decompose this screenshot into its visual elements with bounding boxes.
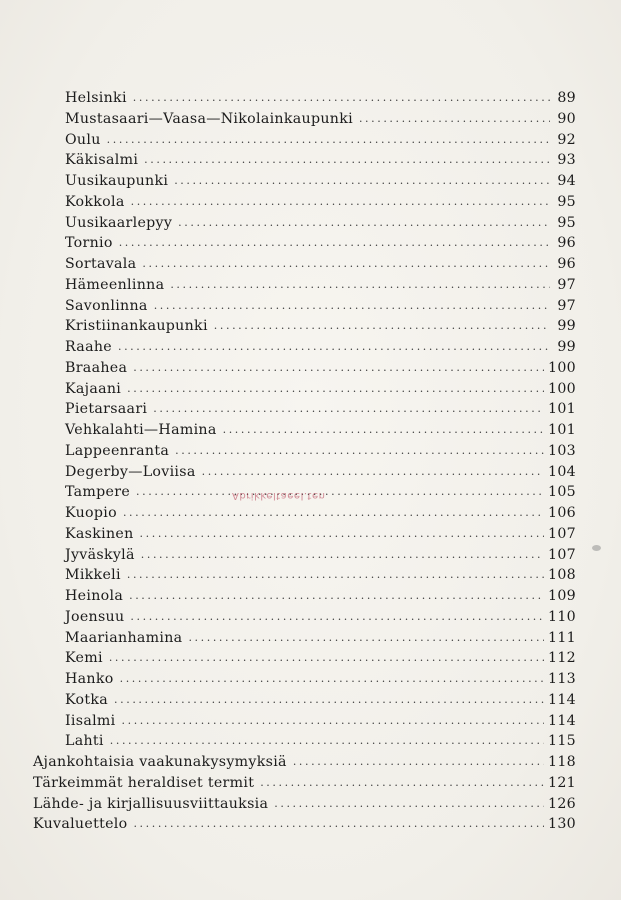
toc-entry	[65, 505, 576, 526]
toc-entry	[65, 401, 576, 422]
toc-entry	[65, 132, 576, 153]
toc-entry-title: Tornio	[65, 235, 113, 252]
toc-entry	[65, 464, 576, 485]
toc-entry-page: 100	[548, 380, 576, 397]
dot-leader	[274, 797, 544, 810]
toc-entry-page: 107	[548, 546, 576, 563]
toc-entry-title: Hanko	[65, 671, 114, 687]
toc-entry-title: Tampere	[65, 484, 131, 501]
toc-entry	[65, 111, 576, 132]
dot-leader	[130, 610, 544, 623]
toc-entry-title: Pietarsaari	[65, 401, 148, 418]
toc-entry-page: 100	[548, 359, 576, 376]
dot-leader	[131, 195, 550, 208]
toc-entry-title: Savonlinna	[65, 297, 148, 314]
toc-entry-page: 108	[548, 567, 576, 584]
toc-entry-page: 90	[557, 110, 576, 127]
dot-leader	[293, 755, 544, 768]
toc-entry-page: 97	[557, 297, 576, 314]
toc-entry	[65, 194, 576, 215]
toc-entry-title: Käkisalmi	[65, 152, 139, 169]
toc-entry	[65, 339, 576, 360]
toc-entry-page: 95	[557, 214, 576, 231]
toc-entry-title: Mikkeli	[65, 567, 121, 584]
toc-entry	[65, 692, 576, 713]
toc-entry-title: Kotka	[65, 691, 109, 708]
toc-entry	[65, 298, 576, 319]
dot-leader	[178, 216, 550, 229]
toc-entry-title: Kuopio	[65, 505, 117, 521]
toc-entry-page: 92	[557, 131, 576, 148]
toc-entry	[33, 775, 576, 796]
dot-leader	[153, 402, 544, 415]
toc-entry-page: 96	[557, 256, 576, 272]
toc-entry	[65, 567, 576, 588]
dot-leader	[133, 817, 544, 830]
toc-entry-page: 130	[548, 816, 576, 833]
toc-entry-page: 103	[548, 442, 576, 459]
toc-entry-title: Kokkola	[65, 193, 125, 210]
toc-entry-title: Lahti	[65, 733, 104, 750]
toc-entry	[65, 422, 576, 443]
toc-entry-page: 110	[548, 608, 576, 625]
dot-leader	[154, 299, 550, 312]
toc-entry-title: Maarianhamina	[65, 629, 183, 646]
dot-leader	[114, 693, 544, 706]
toc-entry	[65, 90, 576, 111]
toc-entry-title: Braahea	[65, 359, 128, 376]
dot-leader	[119, 236, 550, 249]
toc-entry-page: 99	[557, 318, 576, 335]
dot-leader	[109, 651, 544, 664]
dot-leader	[214, 319, 550, 332]
toc-entry-title: Mustasaari—Vaasa—Nikolainkaupunki	[65, 110, 353, 127]
toc-entry-title: Helsinki	[65, 90, 127, 106]
dot-leader	[359, 112, 550, 125]
dot-leader	[123, 506, 544, 519]
dot-leader	[202, 465, 544, 478]
dot-leader	[144, 153, 550, 166]
toc-entry-page: 111	[548, 629, 576, 646]
toc-entry	[65, 318, 576, 339]
toc-entry-title: Joensuu	[65, 608, 125, 625]
toc-entry	[65, 547, 576, 568]
toc-entry-title: Uusikaarlepyy	[65, 214, 173, 231]
toc-entry-title: Hämeenlinna	[65, 276, 165, 293]
toc-entry-page: 109	[548, 588, 576, 604]
toc-entry-title: Lappeenranta	[65, 442, 170, 459]
ink-smudge	[592, 545, 601, 551]
toc-entry	[33, 816, 576, 837]
toc-entry-page: 115	[548, 733, 576, 750]
toc-entry-title: Raahe	[65, 339, 112, 355]
toc-entry-title: Oulu	[65, 131, 101, 148]
toc-entry-page: 105	[548, 484, 576, 501]
toc-entry	[33, 754, 576, 775]
toc-entry-page: 104	[548, 463, 576, 480]
toc-entry-title: Lähde- ja kirjallisuusviittauksia	[33, 795, 269, 812]
toc-entry-title: Jyväskylä	[65, 546, 135, 563]
dot-leader	[133, 91, 550, 104]
toc-entry	[65, 733, 576, 754]
toc-entry-page: 89	[557, 90, 576, 106]
toc-entry-page: 94	[557, 173, 576, 189]
dot-leader	[260, 776, 544, 789]
toc-entry-page: 106	[548, 505, 576, 521]
dot-leader	[110, 734, 544, 747]
dot-leader	[129, 589, 544, 602]
toc-entry-title: Kemi	[65, 650, 103, 667]
dot-leader	[175, 444, 544, 457]
toc-entry-page: 95	[557, 193, 576, 210]
toc-entry	[65, 381, 576, 402]
dot-leader	[122, 714, 545, 727]
toc-entry-title: Heinola	[65, 588, 124, 604]
toc-entry-title: Sortavala	[65, 256, 137, 272]
toc-entry	[65, 360, 576, 381]
toc-entry	[65, 277, 576, 298]
toc-entry-title: Kristiinankaupunki	[65, 318, 208, 335]
toc-entry-page: 113	[548, 671, 576, 687]
dot-leader	[170, 278, 550, 291]
toc-entry-title: Degerby—Loviisa	[65, 463, 196, 480]
toc-entry	[65, 235, 576, 256]
toc-entry	[33, 796, 576, 817]
dot-leader	[136, 485, 544, 498]
toc-entry-title: Iisalmi	[65, 712, 116, 729]
toc-entry	[65, 215, 576, 236]
dot-leader	[223, 423, 544, 436]
toc-entry	[65, 443, 576, 464]
toc-entry	[65, 713, 576, 734]
toc-entry-page: 118	[548, 754, 576, 770]
toc-entry-title: Ajankohtaisia vaakunakysymyksiä	[33, 754, 287, 770]
toc-entry-page: 99	[557, 339, 576, 355]
toc-entry-page: 93	[557, 152, 576, 169]
dot-leader	[127, 382, 544, 395]
toc-entry	[65, 173, 576, 194]
toc-entry-page: 112	[548, 650, 576, 667]
toc-entry	[65, 671, 576, 692]
toc-entry-title: Vehkalahti—Hamina	[65, 422, 217, 438]
toc-entry-title: Kaskinen	[65, 525, 134, 542]
show-through-stamp: Abrikkeltaeel.ten	[232, 490, 326, 501]
toc-entry-page: 114	[548, 691, 576, 708]
dot-leader	[127, 568, 544, 581]
dot-leader	[107, 133, 550, 146]
toc-entry-page: 96	[557, 235, 576, 252]
toc-entry-title: Kajaani	[65, 380, 122, 397]
dot-leader	[120, 672, 544, 685]
toc-entry-page: 121	[548, 774, 576, 791]
toc-entry-title: Tärkeimmät heraldiset termit	[33, 774, 255, 791]
dot-leader	[174, 174, 550, 187]
dot-leader	[142, 257, 550, 270]
dot-leader	[141, 548, 544, 561]
toc-entry-page: 107	[548, 525, 576, 542]
toc-entry	[65, 152, 576, 173]
toc-entry-page: 114	[548, 712, 576, 729]
dot-leader	[133, 361, 544, 374]
toc-entry-page: 126	[548, 795, 576, 812]
toc-entry	[65, 630, 576, 651]
toc-entry	[65, 650, 576, 671]
toc-entry-page: 101	[548, 401, 576, 418]
toc-entry	[65, 526, 576, 547]
toc-entry-page: 97	[557, 276, 576, 293]
dot-leader	[118, 340, 550, 353]
toc-entry-title: Uusikaupunki	[65, 173, 169, 189]
toc-entry-title: Kuvaluettelo	[33, 816, 128, 833]
toc-entry-page: 101	[548, 422, 576, 438]
toc-entry	[65, 588, 576, 609]
dot-leader	[140, 527, 544, 540]
toc-entry	[65, 609, 576, 630]
dot-leader	[188, 631, 544, 644]
toc-entry	[65, 256, 576, 277]
